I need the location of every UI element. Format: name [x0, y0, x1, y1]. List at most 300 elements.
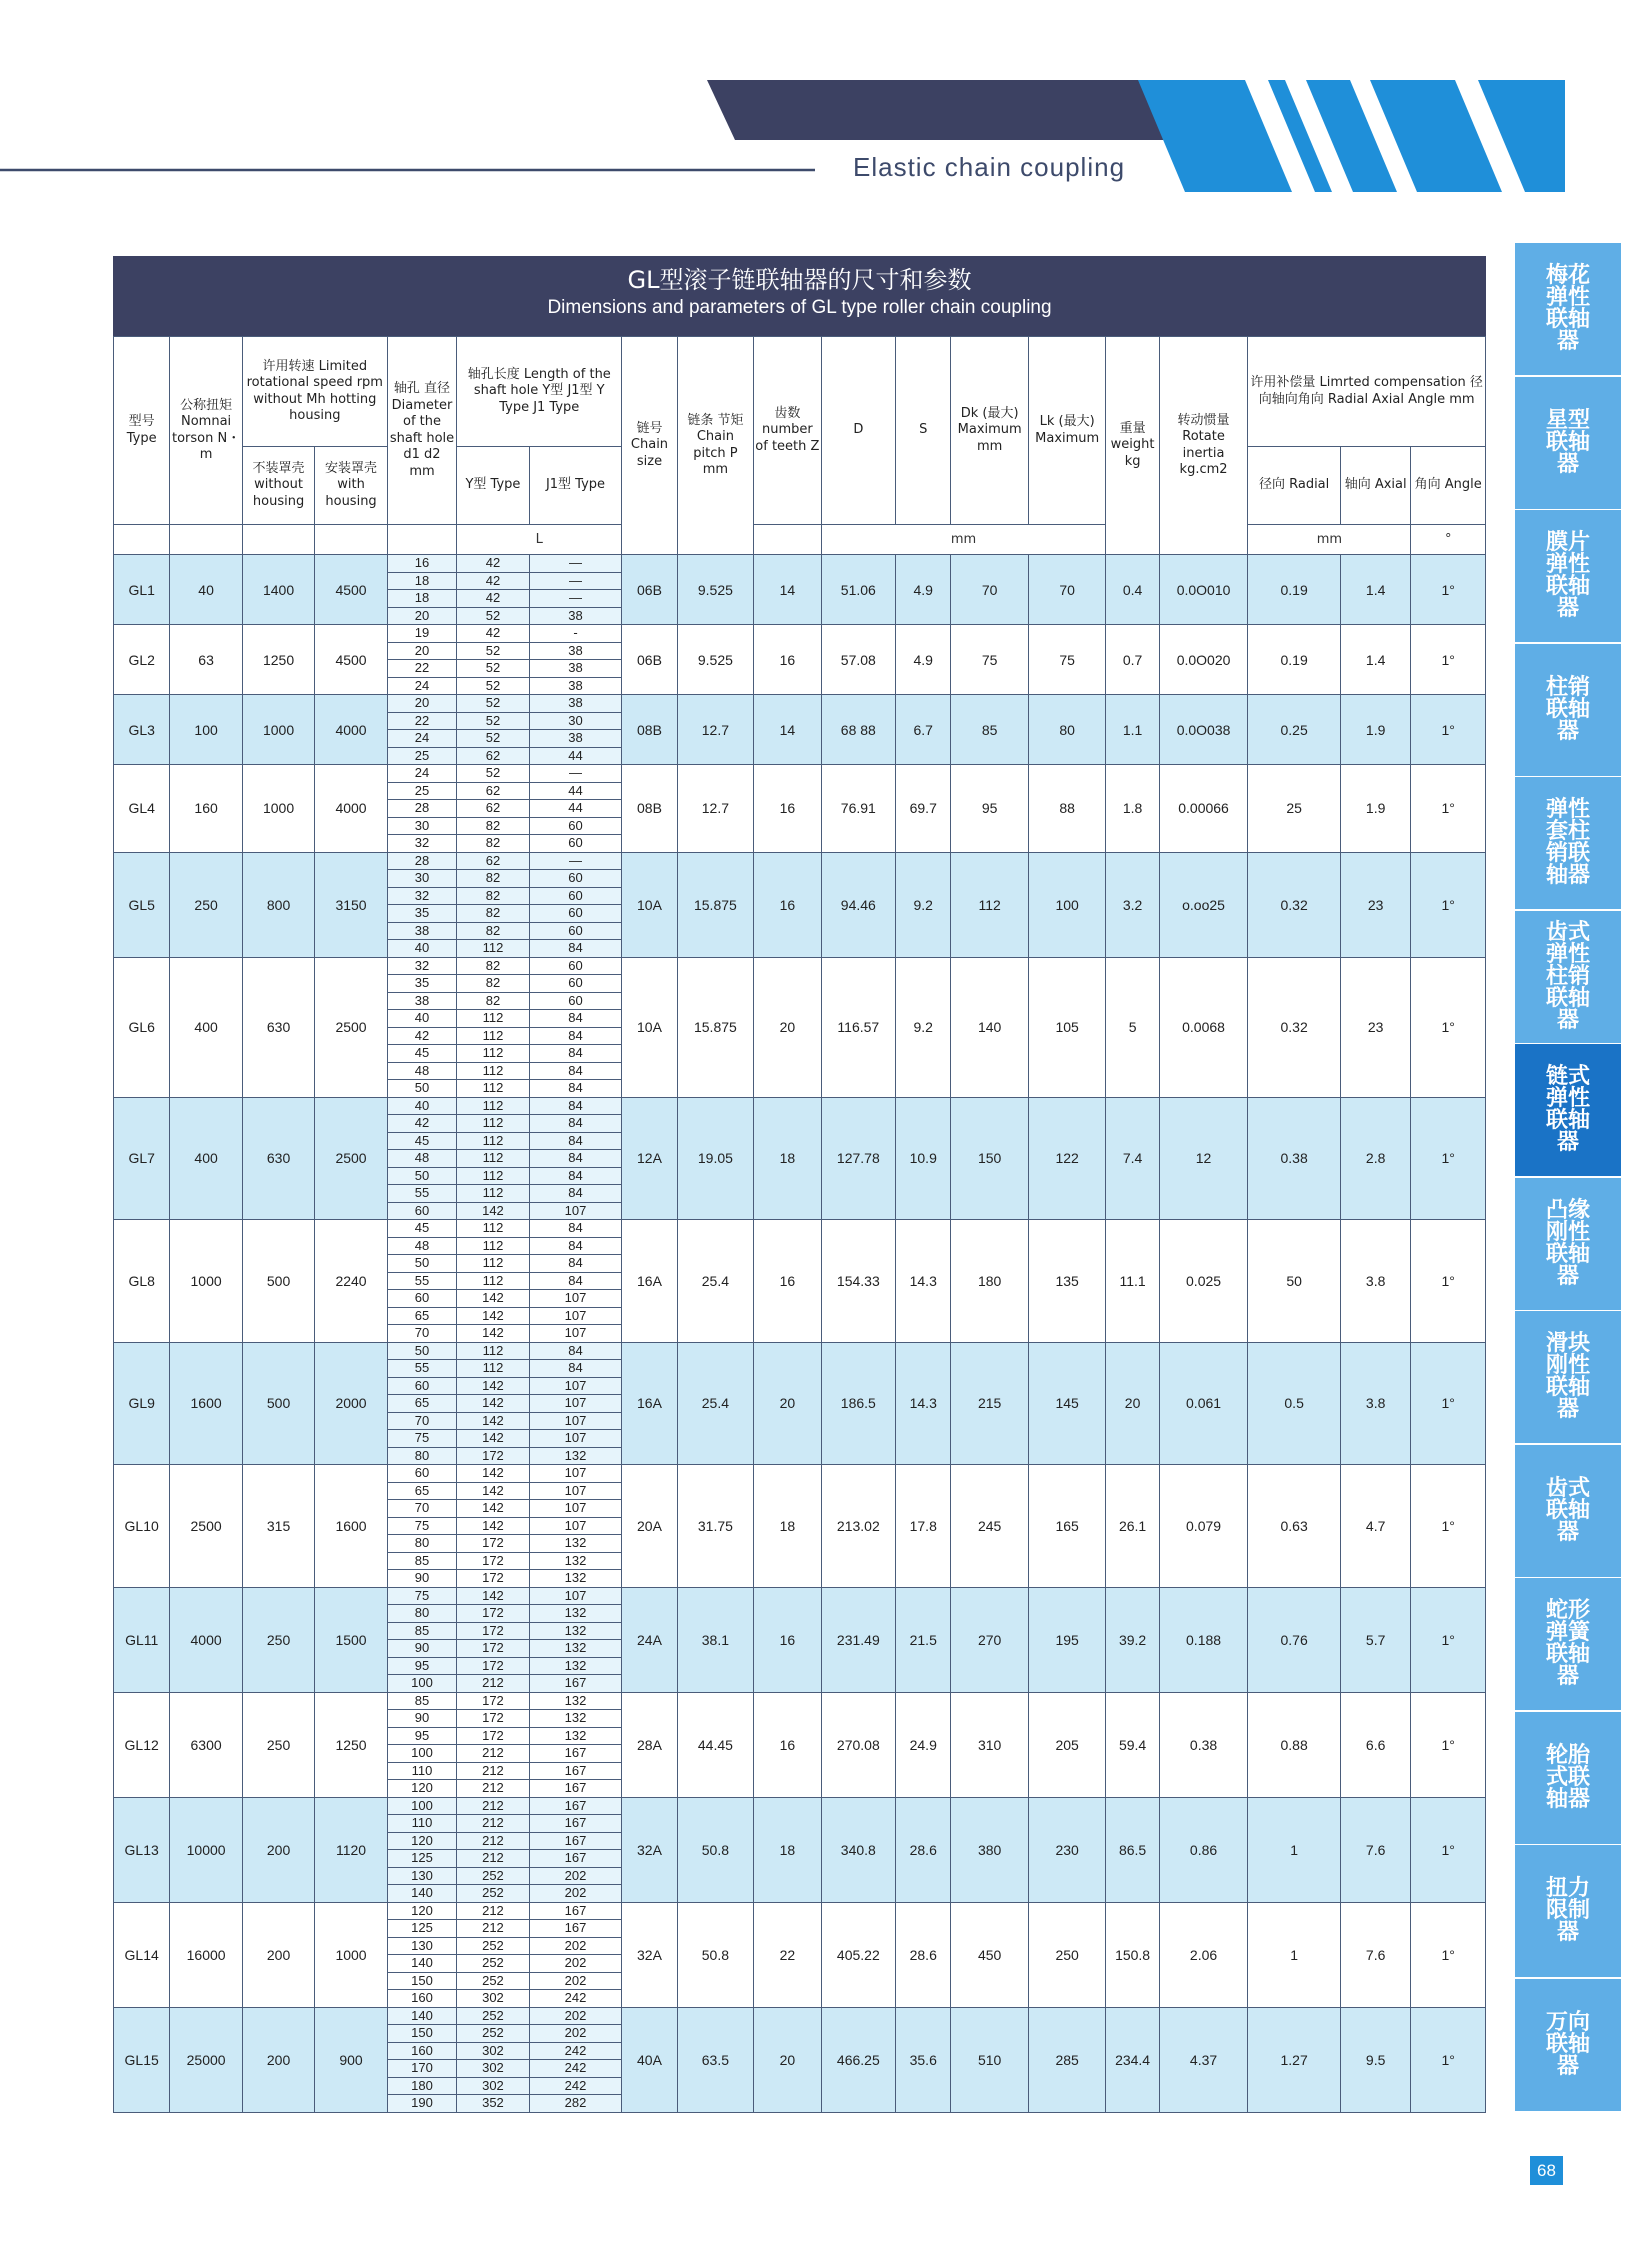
cell-angle: 1° [1411, 1902, 1486, 2007]
cell-bore: 100 [387, 1745, 456, 1763]
sidebar-item-text: 扭力限制器 [1545, 1876, 1590, 1945]
table-row [114, 1220, 1486, 1238]
cell-s: 4.9 [896, 625, 951, 695]
header-d: D [821, 337, 895, 525]
cell-lk: 165 [1028, 1465, 1106, 1588]
cell-length-y: 82 [457, 835, 529, 853]
cell-pitch: 12.7 [677, 765, 753, 853]
cell-length-y: 112 [457, 1080, 529, 1098]
cell-angle: 1° [1411, 957, 1486, 1097]
cell-bore: 95 [387, 1727, 456, 1745]
sidebar-item[interactable] [1515, 243, 1621, 375]
cell-bore: 50 [387, 1080, 456, 1098]
cell-length-y: 112 [457, 1360, 529, 1378]
cell-length-j1: 107 [529, 1395, 622, 1413]
cell-length-j1: 167 [529, 1797, 622, 1815]
cell-bore: 40 [387, 940, 456, 958]
category-sidebar [1515, 243, 1621, 2112]
cell-bore: 22 [387, 660, 456, 678]
cell-inertia: 0.0O010 [1159, 555, 1248, 625]
cell-radial: 0.19 [1248, 555, 1341, 625]
cell-length-y: 112 [457, 1150, 529, 1168]
cell-length-j1: 84 [529, 1185, 622, 1203]
cell-length-j1: 132 [529, 1640, 622, 1658]
header-torque: 公称扭矩 Nomnai torson N・m [170, 337, 242, 525]
sidebar-item[interactable] [1515, 1979, 1621, 2111]
table-row [114, 1797, 1486, 1815]
cell-length-j1: 242 [529, 1990, 622, 2008]
cell-bore: 19 [387, 625, 456, 643]
cell-dk: 450 [951, 1902, 1029, 2007]
cell-axial: 6.6 [1340, 1692, 1410, 1797]
cell-angle: 1° [1411, 625, 1486, 695]
unit-mm-comp: mm [1248, 525, 1411, 555]
sidebar-item[interactable] [1515, 1845, 1621, 1977]
cell-s: 24.9 [896, 1692, 951, 1797]
table-row [114, 1097, 1486, 1115]
cell-type: GL15 [114, 2007, 170, 2112]
cell-n2: 2500 [315, 957, 387, 1097]
cell-length-j1: 60 [529, 975, 622, 993]
cell-length-j1: 60 [529, 992, 622, 1010]
cell-length-j1: — [529, 572, 622, 590]
cell-bore: 75 [387, 1430, 456, 1448]
cell-bore: 35 [387, 975, 456, 993]
sidebar-item[interactable] [1515, 510, 1621, 642]
table-row [114, 765, 1486, 783]
cell-w: 11.1 [1106, 1220, 1159, 1343]
cell-n1: 630 [242, 957, 314, 1097]
cell-length-y: 302 [457, 2077, 529, 2095]
cell-bore: 50 [387, 1167, 456, 1185]
cell-n1: 200 [242, 1797, 314, 1902]
cell-dk: 245 [951, 1465, 1029, 1588]
cell-angle: 1° [1411, 555, 1486, 625]
cell-chain: 12A [622, 1097, 677, 1220]
cell-bore: 140 [387, 1885, 456, 1903]
cell-length-y: 302 [457, 1990, 529, 2008]
cell-n1: 1250 [242, 625, 314, 695]
cell-length-j1: 282 [529, 2095, 622, 2113]
cell-length-j1: 132 [529, 1552, 622, 1570]
cell-length-j1: 30 [529, 712, 622, 730]
cell-length-j1: 84 [529, 1027, 622, 1045]
cell-s: 35.6 [896, 2007, 951, 2112]
sidebar-item-text: 弹性套柱销联轴器 [1545, 797, 1590, 888]
cell-torque: 16000 [170, 1902, 242, 2007]
cell-z: 16 [754, 765, 821, 853]
cell-bore: 120 [387, 1902, 456, 1920]
cell-bore: 24 [387, 730, 456, 748]
sidebar-item[interactable] [1515, 377, 1621, 509]
cell-bore: 32 [387, 887, 456, 905]
cell-n2: 1500 [315, 1587, 387, 1692]
cell-bore: 120 [387, 1832, 456, 1850]
cell-bore: 140 [387, 2007, 456, 2025]
cell-bore: 190 [387, 2095, 456, 2113]
cell-bore: 110 [387, 1762, 456, 1780]
table-title-cn: GL型滚子链联轴器的尺寸和参数 [627, 266, 972, 294]
cell-axial: 23 [1340, 957, 1410, 1097]
cell-length-y: 252 [457, 1885, 529, 1903]
cell-n1: 1400 [242, 555, 314, 625]
cell-length-y: 212 [457, 1832, 529, 1850]
cell-radial: 1 [1248, 1797, 1341, 1902]
cell-s: 14.3 [896, 1220, 951, 1343]
cell-axial: 1.9 [1340, 765, 1410, 853]
cell-radial: 1 [1248, 1902, 1341, 2007]
table-row [114, 695, 1486, 713]
cell-bore: 38 [387, 922, 456, 940]
cell-length-y: 172 [457, 1535, 529, 1553]
cell-length-j1: 167 [529, 1780, 622, 1798]
cell-length-j1: 202 [529, 1937, 622, 1955]
cell-length-j1: 167 [529, 1902, 622, 1920]
unit-blank [242, 525, 314, 555]
cell-length-y: 212 [457, 1780, 529, 1798]
cell-length-j1: 132 [529, 1727, 622, 1745]
cell-length-j1: 38 [529, 642, 622, 660]
cell-radial: 0.76 [1248, 1587, 1341, 1692]
cell-n1: 500 [242, 1220, 314, 1343]
cell-type: GL4 [114, 765, 170, 853]
cell-length-y: 42 [457, 590, 529, 608]
cell-bore: 150 [387, 1972, 456, 1990]
cell-inertia: 0.00066 [1159, 765, 1248, 853]
cell-length-y: 82 [457, 905, 529, 923]
cell-length-j1: 132 [529, 1657, 622, 1675]
cell-length-j1: 38 [529, 660, 622, 678]
cell-length-y: 172 [457, 1640, 529, 1658]
cell-bore: 30 [387, 817, 456, 835]
header-dk: Dk (最大) Maximum mm [951, 337, 1029, 525]
cell-length-j1: 84 [529, 1010, 622, 1028]
cell-length-j1: 107 [529, 1500, 622, 1518]
cell-length-y: 252 [457, 2025, 529, 2043]
cell-bore: 160 [387, 1990, 456, 2008]
cell-chain: 32A [622, 1902, 677, 2007]
cell-length-j1: 107 [529, 1412, 622, 1430]
cell-bore: 32 [387, 957, 456, 975]
cell-dk: 95 [951, 765, 1029, 853]
cell-inertia: 0.38 [1159, 1692, 1248, 1797]
cell-length-y: 82 [457, 922, 529, 940]
cell-z: 18 [754, 1797, 821, 1902]
cell-length-j1: 167 [529, 1850, 622, 1868]
cell-n2: 3150 [315, 852, 387, 957]
cell-d: 94.46 [821, 852, 895, 957]
cell-length-j1: 107 [529, 1202, 622, 1220]
cell-dk: 85 [951, 695, 1029, 765]
cell-s: 10.9 [896, 1097, 951, 1220]
cell-length-j1: 242 [529, 2042, 622, 2060]
cell-pitch: 44.45 [677, 1692, 753, 1797]
cell-bore: 18 [387, 590, 456, 608]
cell-length-y: 252 [457, 1867, 529, 1885]
cell-length-y: 302 [457, 2042, 529, 2060]
cell-length-y: 142 [457, 1202, 529, 1220]
sidebar-item-text: 轮胎式联轴器 [1545, 1742, 1590, 1812]
cell-length-j1: 84 [529, 1255, 622, 1273]
cell-n1: 250 [242, 1692, 314, 1797]
cell-length-y: 112 [457, 1027, 529, 1045]
cell-length-y: 142 [457, 1290, 529, 1308]
cell-length-y: 112 [457, 1097, 529, 1115]
cell-length-y: 212 [457, 1762, 529, 1780]
cell-bore: 40 [387, 1097, 456, 1115]
cell-torque: 2500 [170, 1465, 242, 1588]
sidebar-item[interactable] [1515, 1044, 1621, 1176]
cell-angle: 1° [1411, 695, 1486, 765]
cell-length-y: 62 [457, 747, 529, 765]
cell-angle: 1° [1411, 1220, 1486, 1343]
cell-inertia: 0.079 [1159, 1465, 1248, 1588]
cell-s: 28.6 [896, 1797, 951, 1902]
cell-inertia: 0.0O038 [1159, 695, 1248, 765]
cell-length-j1: 38 [529, 695, 622, 713]
cell-z: 20 [754, 2007, 821, 2112]
cell-length-y: 212 [457, 1902, 529, 1920]
cell-length-y: 82 [457, 817, 529, 835]
sidebar-item-text: 齿式弹性柱销联轴器 [1545, 919, 1590, 1033]
cell-d: 154.33 [821, 1220, 895, 1343]
cell-axial: 1.4 [1340, 555, 1410, 625]
cell-length-j1: 167 [529, 1675, 622, 1693]
cell-inertia: 12 [1159, 1097, 1248, 1220]
cell-length-y: 42 [457, 572, 529, 590]
header-inertia: 转动惯量 Rotate inertia kg.cm2 [1159, 337, 1248, 555]
cell-n1: 1000 [242, 695, 314, 765]
cell-n1: 250 [242, 1587, 314, 1692]
cell-inertia: o.oo25 [1159, 852, 1248, 957]
cell-z: 20 [754, 957, 821, 1097]
cell-chain: 40A [622, 2007, 677, 2112]
cell-dk: 310 [951, 1692, 1029, 1797]
sidebar-item[interactable] [1515, 911, 1621, 1043]
cell-pitch: 9.525 [677, 625, 753, 695]
cell-d: 213.02 [821, 1465, 895, 1588]
cell-d: 76.91 [821, 765, 895, 853]
cell-z: 14 [754, 695, 821, 765]
page-number: 68 [1530, 2156, 1563, 2185]
cell-length-y: 82 [457, 975, 529, 993]
cell-bore: 42 [387, 1027, 456, 1045]
cell-radial: 0.88 [1248, 1692, 1341, 1797]
cell-length-j1: — [529, 852, 622, 870]
table-title-bar [113, 256, 1486, 336]
cell-n2: 1600 [315, 1465, 387, 1588]
cell-radial: 0.32 [1248, 852, 1341, 957]
sidebar-item[interactable] [1515, 644, 1621, 776]
cell-dk: 270 [951, 1587, 1029, 1692]
cell-dk: 215 [951, 1342, 1029, 1465]
cell-lk: 135 [1028, 1220, 1106, 1343]
sidebar-item[interactable] [1515, 1178, 1621, 1310]
cell-length-j1: 202 [529, 1955, 622, 1973]
spec-table-body [114, 555, 1486, 2113]
cell-d: 270.08 [821, 1692, 895, 1797]
cell-length-y: 212 [457, 1675, 529, 1693]
cell-length-y: 252 [457, 1972, 529, 1990]
cell-torque: 400 [170, 1097, 242, 1220]
header-radial: 径向 Radial [1248, 447, 1341, 525]
cell-bore: 20 [387, 607, 456, 625]
cell-length-j1: 107 [529, 1377, 622, 1395]
cell-dk: 112 [951, 852, 1029, 957]
cell-length-j1: 84 [529, 1097, 622, 1115]
cell-length-y: 52 [457, 730, 529, 748]
cell-pitch: 50.8 [677, 1797, 753, 1902]
cell-length-y: 142 [457, 1325, 529, 1343]
header-chain: 链号 Chain size [622, 337, 677, 555]
cell-bore: 55 [387, 1360, 456, 1378]
cell-bore: 60 [387, 1202, 456, 1220]
cell-angle: 1° [1411, 1465, 1486, 1588]
cell-n2: 4500 [315, 625, 387, 695]
cell-bore: 65 [387, 1482, 456, 1500]
cell-angle: 1° [1411, 1342, 1486, 1465]
cell-length-j1: 107 [529, 1430, 622, 1448]
cell-bore: 16 [387, 555, 456, 573]
cell-d: 68 88 [821, 695, 895, 765]
cell-length-j1: 38 [529, 677, 622, 695]
cell-length-y: 112 [457, 1045, 529, 1063]
cell-length-j1: 202 [529, 1885, 622, 1903]
cell-s: 9.2 [896, 852, 951, 957]
cell-angle: 1° [1411, 2007, 1486, 2112]
sidebar-item-text: 柱销联轴器 [1545, 674, 1590, 744]
cell-axial: 4.7 [1340, 1465, 1410, 1588]
unit-length: L [457, 525, 622, 555]
cell-torque: 10000 [170, 1797, 242, 1902]
cell-length-y: 142 [457, 1465, 529, 1483]
sidebar-item[interactable] [1515, 1311, 1621, 1443]
header-s: S [896, 337, 951, 525]
cell-lk: 145 [1028, 1342, 1106, 1465]
cell-chain: 06B [622, 625, 677, 695]
cell-bore: 80 [387, 1535, 456, 1553]
cell-w: 234.4 [1106, 2007, 1159, 2112]
cell-bore: 55 [387, 1185, 456, 1203]
sidebar-item-label [1515, 243, 1621, 375]
cell-s: 69.7 [896, 765, 951, 853]
sidebar-item[interactable] [1515, 777, 1621, 909]
cell-angle: 1° [1411, 852, 1486, 957]
sidebar-item-label [1515, 777, 1621, 909]
cell-bore: 140 [387, 1955, 456, 1973]
cell-bore: 90 [387, 1640, 456, 1658]
header-speed-without: 不装罩壳 without housing [242, 447, 314, 525]
cell-length-y: 172 [457, 1710, 529, 1728]
cell-radial: 1.27 [1248, 2007, 1341, 2112]
cell-radial: 0.5 [1248, 1342, 1341, 1465]
cell-length-y: 52 [457, 642, 529, 660]
cell-inertia: 0.025 [1159, 1220, 1248, 1343]
sidebar-item[interactable] [1515, 1445, 1621, 1577]
cell-torque: 250 [170, 852, 242, 957]
cell-radial: 0.38 [1248, 1097, 1341, 1220]
cell-length-y: 112 [457, 940, 529, 958]
cell-length-y: 212 [457, 1920, 529, 1938]
cell-length-j1: 107 [529, 1307, 622, 1325]
sidebar-item-text: 滑块刚性联轴器 [1545, 1331, 1590, 1422]
header-angle: 角向 Angle [1411, 447, 1486, 525]
cell-length-y: 112 [457, 1115, 529, 1133]
sidebar-item-label [1515, 1845, 1621, 1977]
sidebar-item-label [1515, 377, 1621, 509]
cell-lk: 100 [1028, 852, 1106, 957]
cell-length-y: 112 [457, 1255, 529, 1273]
cell-bore: 60 [387, 1290, 456, 1308]
cell-length-j1: 84 [529, 1115, 622, 1133]
cell-type: GL12 [114, 1692, 170, 1797]
cell-bore: 170 [387, 2060, 456, 2078]
cell-d: 116.57 [821, 957, 895, 1097]
cell-inertia: 0.061 [1159, 1342, 1248, 1465]
cell-length-j1: 132 [529, 1692, 622, 1710]
sidebar-item[interactable] [1515, 1712, 1621, 1844]
header-length-y: Y型 Type [457, 447, 529, 525]
cell-pitch: 25.4 [677, 1220, 753, 1343]
cell-bore: 40 [387, 1010, 456, 1028]
cell-axial: 2.8 [1340, 1097, 1410, 1220]
cell-z: 16 [754, 852, 821, 957]
cell-s: 4.9 [896, 555, 951, 625]
cell-length-j1: 38 [529, 730, 622, 748]
cell-length-j1: 38 [529, 607, 622, 625]
cell-bore: 35 [387, 905, 456, 923]
cell-length-y: 212 [457, 1797, 529, 1815]
cell-n1: 800 [242, 852, 314, 957]
cell-axial: 1.4 [1340, 625, 1410, 695]
cell-torque: 100 [170, 695, 242, 765]
cell-bore: 65 [387, 1395, 456, 1413]
cell-n2: 4000 [315, 765, 387, 853]
cell-lk: 285 [1028, 2007, 1106, 2112]
cell-length-j1: 84 [529, 940, 622, 958]
sidebar-item[interactable] [1515, 1578, 1621, 1710]
cell-length-y: 172 [457, 1570, 529, 1588]
cell-chain: 08B [622, 695, 677, 765]
cell-chain: 10A [622, 957, 677, 1097]
cell-z: 20 [754, 1342, 821, 1465]
spec-table-container [113, 256, 1486, 2113]
cell-length-j1: 44 [529, 782, 622, 800]
cell-w: 5 [1106, 957, 1159, 1097]
cell-length-j1: — [529, 555, 622, 573]
cell-type: GL11 [114, 1587, 170, 1692]
cell-length-j1: 44 [529, 800, 622, 818]
cell-d: 57.08 [821, 625, 895, 695]
cell-w: 26.1 [1106, 1465, 1159, 1588]
cell-pitch: 19.05 [677, 1097, 753, 1220]
cell-bore: 180 [387, 2077, 456, 2095]
cell-s: 6.7 [896, 695, 951, 765]
cell-length-y: 112 [457, 1062, 529, 1080]
cell-chain: 06B [622, 555, 677, 625]
cell-n2: 900 [315, 2007, 387, 2112]
cell-length-y: 172 [457, 1605, 529, 1623]
cell-inertia: 0.0068 [1159, 957, 1248, 1097]
sidebar-item-label [1515, 644, 1621, 776]
cell-z: 16 [754, 625, 821, 695]
cell-length-y: 212 [457, 1815, 529, 1833]
cell-dk: 510 [951, 2007, 1029, 2112]
cell-inertia: 4.37 [1159, 2007, 1248, 2112]
unit-blank [754, 525, 821, 555]
cell-length-y: 82 [457, 887, 529, 905]
cell-bore: 45 [387, 1045, 456, 1063]
